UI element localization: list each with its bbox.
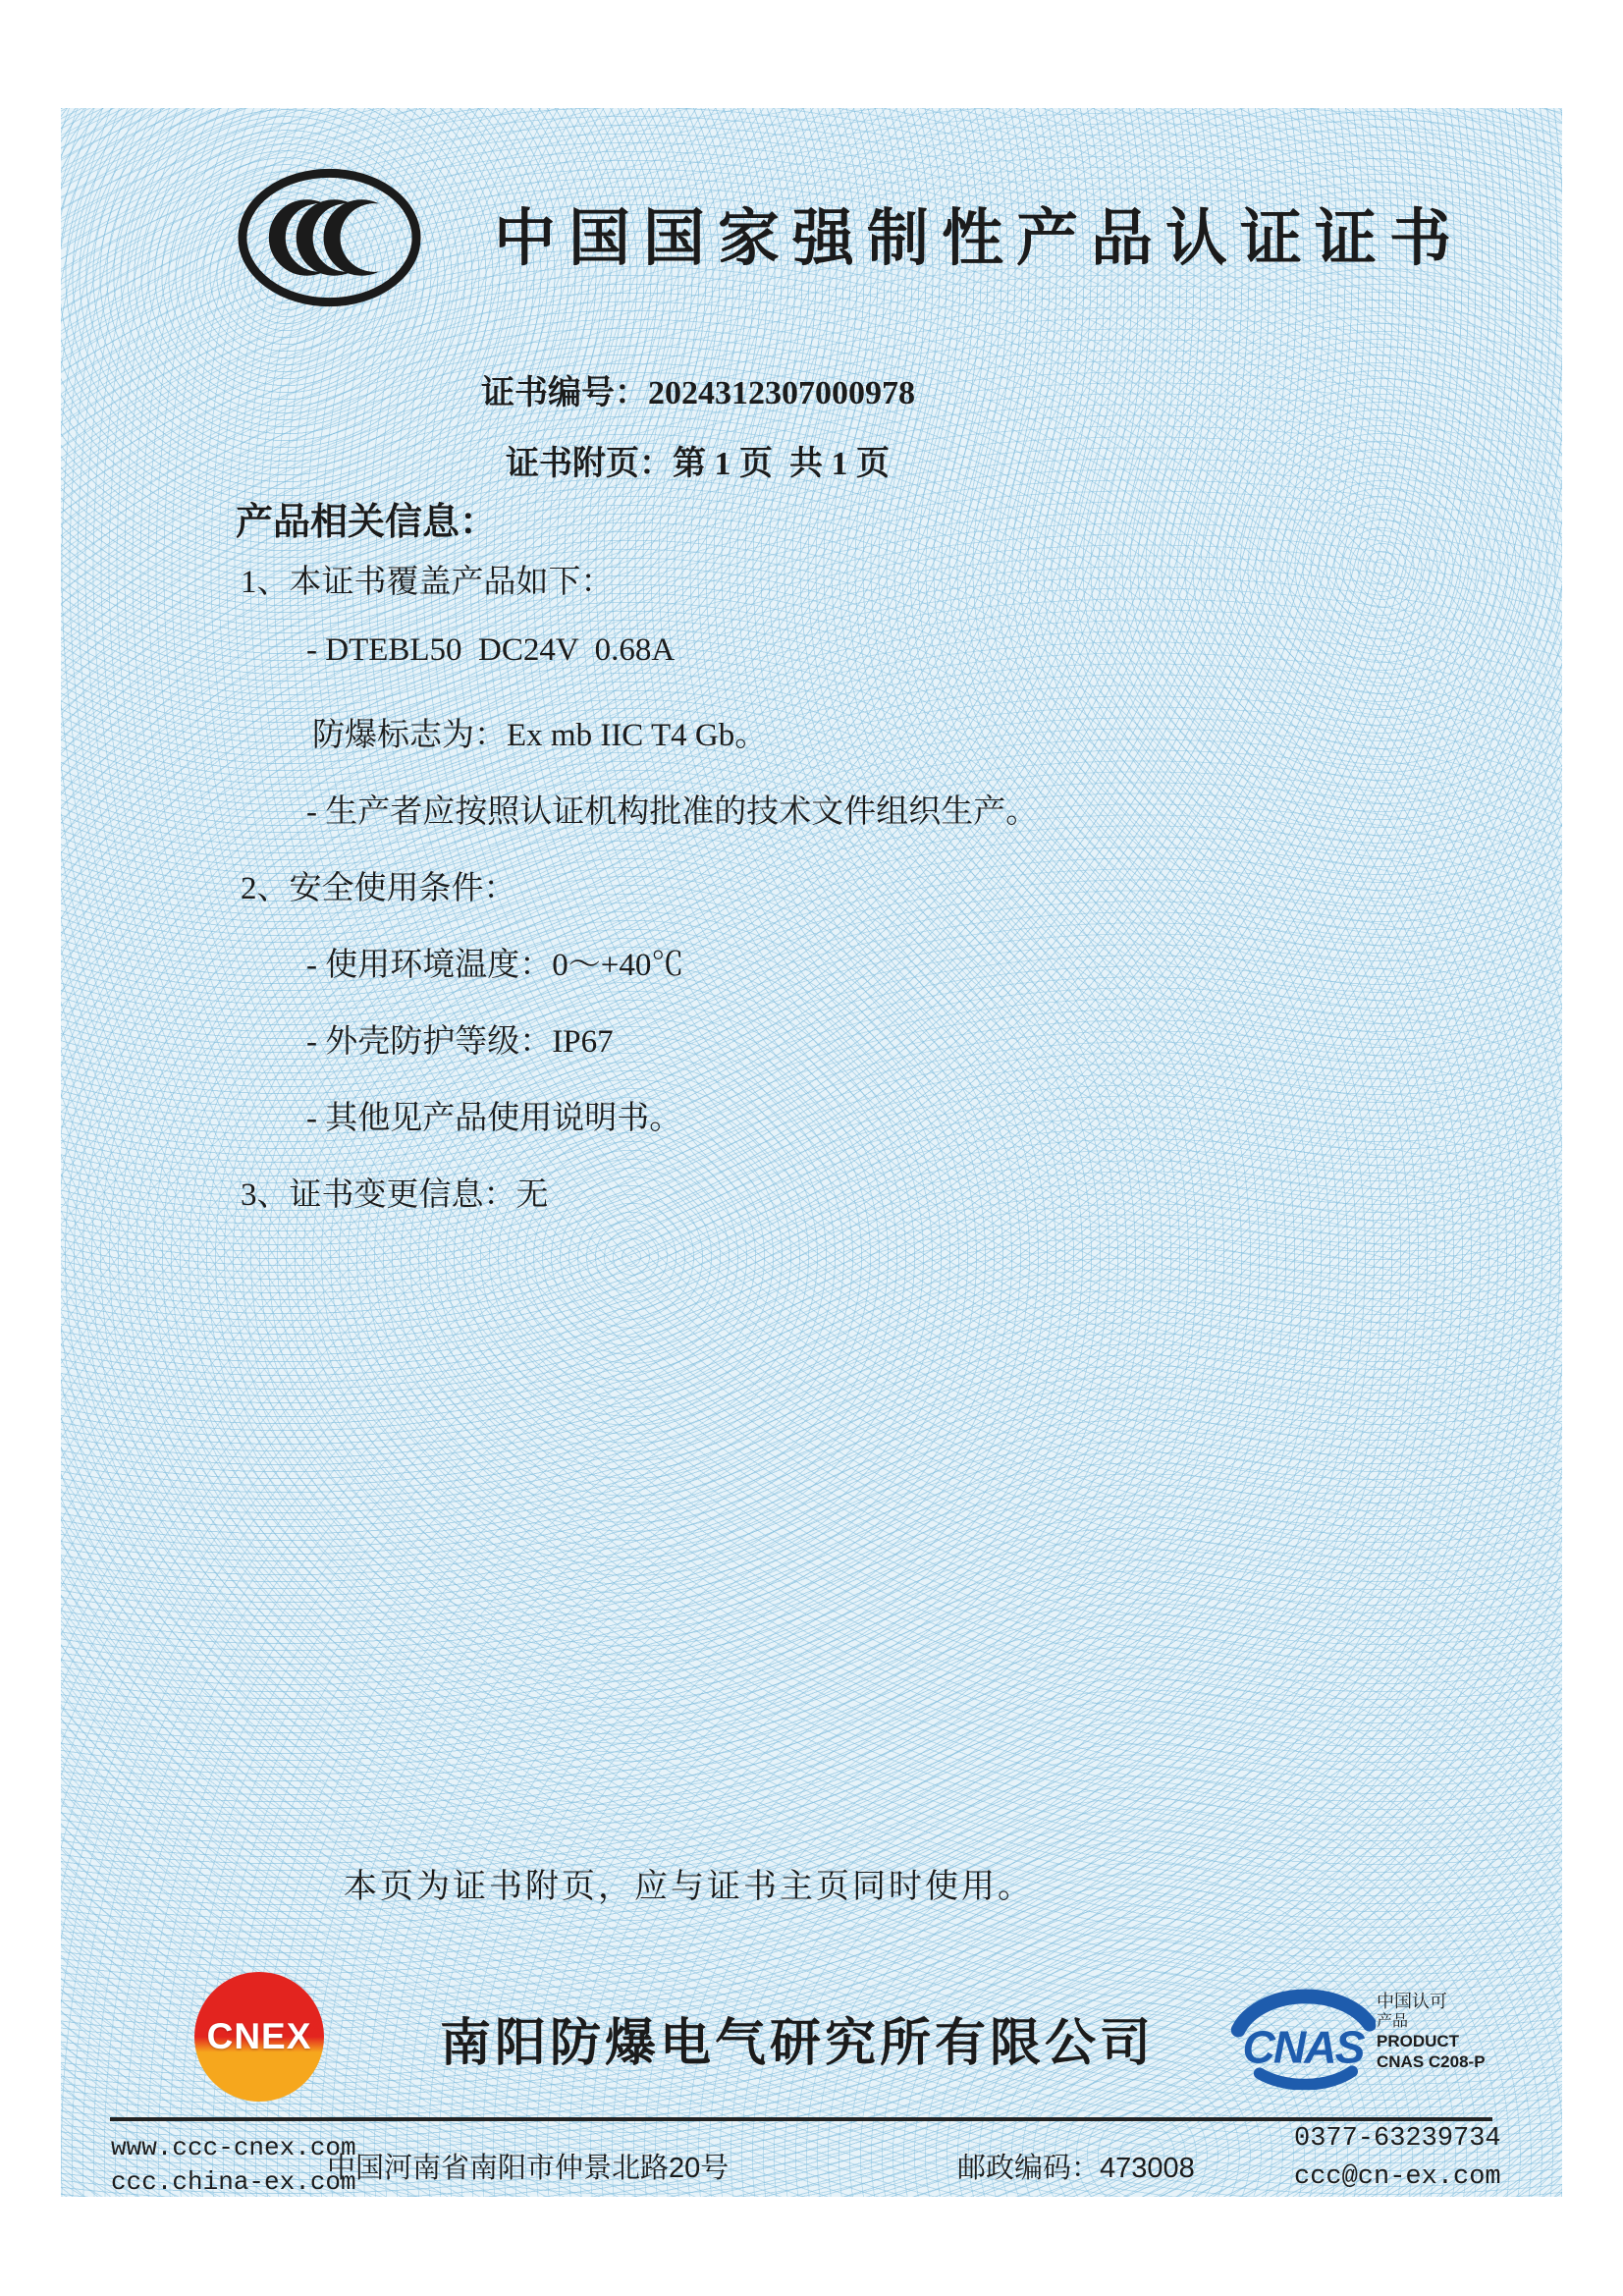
cnas-caption-block — [1377, 1992, 1486, 2072]
body-line-ambient-temperature: - 使用环境温度：0～+40℃ — [306, 948, 684, 983]
body-line-change-info: 3、证书变更信息：无 — [241, 1177, 549, 1213]
cnas-caption-line: PRODUCT — [1377, 2032, 1460, 2050]
body-line-manufacturer-requirement: - 生产者应按照认证机构批准的技术文件组织生产。 — [306, 794, 1039, 830]
cnas-caption-line: 中国认可 — [1377, 1992, 1447, 2011]
certificate-number-line: 证书编号：2024312307000978 — [481, 375, 915, 411]
body-line-ip-rating: - 外壳防护等级：IP67 — [306, 1024, 614, 1060]
issuing-company-name: 南阳防爆电气研究所有限公司 — [440, 2015, 1156, 2072]
body-line-see-manual: - 其他见产品使用说明书。 — [306, 1101, 682, 1136]
cnas-caption-line: 产品 — [1377, 2013, 1409, 2030]
body-line-safety-conditions: 2、安全使用条件： — [241, 871, 516, 906]
ccc-certification-mark-icon — [234, 163, 425, 312]
footer-phone: 0377-63239734 — [1294, 2124, 1501, 2154]
footer-divider — [110, 2117, 1492, 2121]
cnex-logo-icon — [194, 1972, 324, 2102]
footer-website-1: www.ccc-cnex.com — [111, 2133, 356, 2162]
cnas-logo-text: CNAS — [1242, 2021, 1364, 2073]
certificate-title: 中国国家强制性产品认证证书 — [494, 204, 1464, 273]
footer-email: ccc@cn-ex.com — [1294, 2162, 1501, 2192]
attachment-usage-note: 本页为证书附页，应与证书主页同时使用。 — [344, 1869, 1034, 1905]
product-info-heading: 产品相关信息： — [236, 502, 498, 543]
body-line-product-model: - DTEBL50 DC24V 0.68A — [306, 632, 676, 668]
cnas-logo-icon — [1230, 1976, 1376, 2090]
footer-website-2: ccc.china-ex.com — [111, 2167, 356, 2197]
footer-address: 中国河南省南阳市仲景北路20号 — [327, 2153, 730, 2184]
footer-postal-code: 邮政编码：473008 — [957, 2153, 1195, 2184]
cnex-logo-text: CNEX — [206, 2016, 312, 2056]
cnas-caption-line: CNAS C208-P — [1377, 2052, 1486, 2071]
body-line-ex-marking: 防爆标志为：Ex mb IIC T4 Gb。 — [312, 718, 768, 753]
attachment-page-line: 证书附页：第 1 页 共 1 页 — [506, 446, 890, 482]
body-line-covered-products: 1、本证书覆盖产品如下： — [241, 565, 614, 600]
